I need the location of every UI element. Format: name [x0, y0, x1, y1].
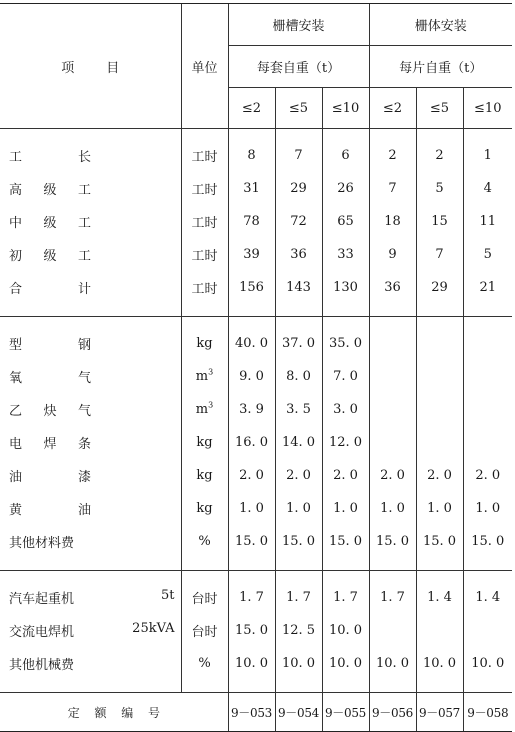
value-cell: 15. 0 — [228, 614, 275, 647]
value-cell: 36 — [275, 238, 322, 271]
section-gap — [0, 304, 512, 317]
machine-row — [0, 647, 512, 680]
value-cell: 1. 0 — [369, 492, 416, 525]
header-sub-per-set-weight: 每套自重（t） — [228, 46, 369, 88]
gap-cell — [463, 680, 512, 693]
section-gap — [0, 317, 512, 328]
material-row — [0, 360, 512, 393]
machine-name-box — [9, 654, 181, 673]
value-cell: 2. 0 — [228, 459, 275, 492]
value-cell — [369, 360, 416, 393]
value-cell: 7. 0 — [322, 360, 369, 393]
labor-row — [0, 238, 512, 271]
gap-cell — [463, 558, 512, 571]
gap-cell — [275, 571, 322, 582]
machine-name-box — [9, 621, 181, 640]
value-cell — [463, 327, 512, 360]
value-cell: 1 — [463, 139, 512, 172]
value-cell: 1. 7 — [228, 581, 275, 614]
value-cell: 10. 0 — [275, 647, 322, 680]
unit-text: 台时 — [191, 592, 218, 607]
quota-code-label — [0, 693, 228, 732]
gap-cell — [228, 558, 275, 571]
value-cell: 12. 0 — [322, 426, 369, 459]
value-cell: 31 — [228, 172, 275, 205]
gap-cell — [181, 317, 228, 328]
value-cell: 8. 0 — [275, 360, 322, 393]
value-cell: 36 — [369, 271, 416, 304]
labor-row — [0, 271, 512, 304]
row-name-text: 其他材料费 — [9, 536, 75, 551]
material-name — [0, 393, 181, 426]
machine-name: 汽车起重机 — [9, 592, 75, 607]
value-cell: 2 — [369, 139, 416, 172]
quota-code: 9－053 — [228, 693, 275, 732]
machine-spec: 25kVA — [132, 621, 175, 636]
labor-name — [0, 172, 181, 205]
quota-code: 9－055 — [322, 693, 369, 732]
header-group-trash-rack-body: 栅体安装 — [369, 4, 512, 46]
gap-cell — [416, 129, 463, 140]
value-cell: 2. 0 — [416, 459, 463, 492]
gap-cell — [275, 680, 322, 693]
unit-text: m — [195, 369, 209, 384]
value-cell: 156 — [228, 271, 275, 304]
value-cell: 1. 0 — [463, 492, 512, 525]
gap-cell — [181, 680, 228, 693]
value-cell: 15. 0 — [369, 525, 416, 558]
material-row — [0, 426, 512, 459]
row-name-text: 初级工 — [9, 249, 91, 264]
gap-cell — [0, 304, 181, 317]
row-name-text: 电焊条 — [9, 437, 91, 452]
labor-unit — [181, 172, 228, 205]
gap-cell — [322, 304, 369, 317]
value-cell: 78 — [228, 205, 275, 238]
unit-superscript: 3 — [208, 367, 214, 377]
gap-cell — [369, 304, 416, 317]
gap-cell — [181, 558, 228, 571]
value-cell: 72 — [275, 205, 322, 238]
row-name-text: 中级工 — [9, 216, 91, 231]
quota-code-label-text: 定额编号 — [67, 705, 160, 720]
value-cell: 10. 0 — [322, 647, 369, 680]
gap-cell — [228, 680, 275, 693]
value-cell: 15 — [416, 205, 463, 238]
value-cell: 4 — [463, 172, 512, 205]
value-cell: 8 — [228, 139, 275, 172]
gap-cell — [181, 304, 228, 317]
value-cell: 16. 0 — [228, 426, 275, 459]
material-name — [0, 492, 181, 525]
value-cell: 40. 0 — [228, 327, 275, 360]
value-cell: 15. 0 — [463, 525, 512, 558]
gap-cell — [463, 129, 512, 140]
unit-text: kg — [196, 468, 213, 483]
unit-text: kg — [196, 435, 213, 450]
gap-cell — [228, 129, 275, 140]
value-cell: 143 — [275, 271, 322, 304]
labor-unit — [181, 139, 228, 172]
row-name-text: 工长 — [9, 150, 91, 165]
value-cell: 130 — [322, 271, 369, 304]
gap-cell — [0, 558, 181, 571]
value-cell — [416, 360, 463, 393]
quota-code: 9－054 — [275, 693, 322, 732]
material-unit — [181, 393, 228, 426]
quota-code: 9－057 — [416, 693, 463, 732]
material-unit — [181, 492, 228, 525]
gap-cell — [369, 558, 416, 571]
labor-row — [0, 172, 512, 205]
header-sub-per-piece-weight: 每片自重（t） — [369, 46, 512, 88]
value-cell: 3. 0 — [322, 393, 369, 426]
material-name — [0, 525, 181, 558]
gap-cell — [0, 129, 181, 140]
gap-cell — [275, 317, 322, 328]
machine-unit — [181, 647, 228, 680]
row-name-text: 型钢 — [9, 338, 91, 353]
quota-code-row — [0, 693, 512, 732]
quota-table — [0, 3, 512, 732]
material-unit — [181, 327, 228, 360]
gap-cell — [416, 304, 463, 317]
machine-name — [0, 581, 181, 614]
gap-cell — [275, 304, 322, 317]
value-cell: 2. 0 — [463, 459, 512, 492]
header-row-groups — [0, 4, 512, 46]
value-cell: 2 — [416, 139, 463, 172]
gap-cell — [181, 129, 228, 140]
gap-cell — [416, 571, 463, 582]
unit-text: 工时 — [191, 282, 218, 297]
value-cell — [463, 393, 512, 426]
material-name — [0, 327, 181, 360]
row-name-text: 氧气 — [9, 371, 91, 386]
value-cell: 10. 0 — [416, 647, 463, 680]
value-cell — [463, 360, 512, 393]
section-gap — [0, 571, 512, 582]
value-cell: 29 — [416, 271, 463, 304]
value-cell: 15. 0 — [322, 525, 369, 558]
gap-cell — [322, 680, 369, 693]
value-cell: 2. 0 — [369, 459, 416, 492]
value-cell: 3. 9 — [228, 393, 275, 426]
value-cell: 29 — [275, 172, 322, 205]
unit-text: m — [195, 402, 209, 417]
value-cell: 1. 0 — [275, 492, 322, 525]
material-row — [0, 492, 512, 525]
gap-cell — [228, 317, 275, 328]
value-cell: 1. 4 — [416, 581, 463, 614]
value-cell: 15. 0 — [275, 525, 322, 558]
value-cell: 11 — [463, 205, 512, 238]
value-cell: 26 — [322, 172, 369, 205]
labor-unit — [181, 271, 228, 304]
unit-text: % — [198, 534, 211, 549]
material-unit — [181, 525, 228, 558]
value-cell: 2. 0 — [275, 459, 322, 492]
material-row — [0, 525, 512, 558]
value-cell — [463, 614, 512, 647]
value-cell: 10. 0 — [463, 647, 512, 680]
header-col: ≤2 — [228, 88, 275, 129]
value-cell: 6 — [322, 139, 369, 172]
material-name — [0, 360, 181, 393]
gap-cell — [416, 317, 463, 328]
header-group-trash-rack-slot: 栅槽安装 — [228, 4, 369, 46]
gap-cell — [322, 129, 369, 140]
value-cell: 14. 0 — [275, 426, 322, 459]
machine-spec: 5t — [161, 588, 175, 603]
machine-name: 其他机械费 — [9, 658, 75, 673]
machine-unit — [181, 581, 228, 614]
row-name-text: 合计 — [9, 282, 91, 297]
value-cell: 18 — [369, 205, 416, 238]
gap-cell — [181, 571, 228, 582]
material-name — [0, 426, 181, 459]
value-cell: 5 — [416, 172, 463, 205]
gap-cell — [0, 680, 181, 693]
material-unit — [181, 459, 228, 492]
header-col: ≤5 — [416, 88, 463, 129]
gap-cell — [463, 571, 512, 582]
section-gap — [0, 129, 512, 140]
machine-unit — [181, 614, 228, 647]
gap-cell — [416, 680, 463, 693]
row-name-text: 乙炔气 — [9, 404, 91, 419]
value-cell: 21 — [463, 271, 512, 304]
section-gap — [0, 558, 512, 571]
machine-name-box — [9, 588, 181, 607]
labor-unit — [181, 205, 228, 238]
value-cell: 65 — [322, 205, 369, 238]
header-col: ≤5 — [275, 88, 322, 129]
gap-cell — [322, 571, 369, 582]
value-cell: 37. 0 — [275, 327, 322, 360]
value-cell: 2. 0 — [322, 459, 369, 492]
header-item: 项目 — [0, 4, 181, 129]
material-row — [0, 393, 512, 426]
value-cell — [416, 614, 463, 647]
material-row — [0, 459, 512, 492]
gap-cell — [275, 558, 322, 571]
gap-cell — [275, 129, 322, 140]
unit-text: 工时 — [191, 183, 218, 198]
value-cell: 39 — [228, 238, 275, 271]
value-cell: 15. 0 — [228, 525, 275, 558]
section-gap — [0, 680, 512, 693]
value-cell: 1. 4 — [463, 581, 512, 614]
value-cell — [416, 393, 463, 426]
gap-cell — [369, 317, 416, 328]
header-col: ≤10 — [322, 88, 369, 129]
unit-text: kg — [196, 336, 213, 351]
value-cell: 5 — [463, 238, 512, 271]
labor-row — [0, 205, 512, 238]
value-cell — [369, 426, 416, 459]
value-cell: 7 — [416, 238, 463, 271]
labor-name — [0, 205, 181, 238]
gap-cell — [228, 571, 275, 582]
material-name — [0, 459, 181, 492]
value-cell: 1. 7 — [369, 581, 416, 614]
gap-cell — [416, 558, 463, 571]
value-cell: 33 — [322, 238, 369, 271]
quota-code: 9－058 — [463, 693, 512, 732]
value-cell: 3. 5 — [275, 393, 322, 426]
header-col: ≤10 — [463, 88, 512, 129]
unit-text: 台时 — [191, 625, 218, 640]
header-unit: 单位 — [181, 4, 228, 129]
unit-text: % — [198, 656, 211, 671]
machine-row — [0, 581, 512, 614]
value-cell — [416, 426, 463, 459]
machine-name: 交流电焊机 — [9, 625, 75, 640]
gap-cell — [369, 680, 416, 693]
value-cell — [463, 426, 512, 459]
unit-text: 工时 — [191, 249, 218, 264]
value-cell — [369, 614, 416, 647]
value-cell: 1. 0 — [228, 492, 275, 525]
value-cell: 15. 0 — [416, 525, 463, 558]
value-cell: 9 — [369, 238, 416, 271]
value-cell: 10. 0 — [322, 614, 369, 647]
value-cell: 7 — [369, 172, 416, 205]
machine-row — [0, 614, 512, 647]
value-cell: 35. 0 — [322, 327, 369, 360]
labor-name — [0, 271, 181, 304]
gap-cell — [463, 304, 512, 317]
unit-text: 工时 — [191, 216, 218, 231]
unit-text: 工时 — [191, 150, 218, 165]
labor-row — [0, 139, 512, 172]
labor-name — [0, 139, 181, 172]
value-cell: 10. 0 — [369, 647, 416, 680]
material-unit — [181, 426, 228, 459]
value-cell: 12. 5 — [275, 614, 322, 647]
value-cell: 1. 0 — [322, 492, 369, 525]
labor-name — [0, 238, 181, 271]
gap-cell — [369, 129, 416, 140]
gap-cell — [0, 317, 181, 328]
value-cell: 7 — [275, 139, 322, 172]
value-cell — [416, 327, 463, 360]
value-cell: 10. 0 — [228, 647, 275, 680]
value-cell — [369, 393, 416, 426]
unit-superscript: 3 — [208, 400, 214, 410]
value-cell: 1. 7 — [275, 581, 322, 614]
labor-unit — [181, 238, 228, 271]
gap-cell — [369, 571, 416, 582]
unit-text: kg — [196, 501, 213, 516]
header-col: ≤2 — [369, 88, 416, 129]
machine-name — [0, 614, 181, 647]
value-cell — [369, 327, 416, 360]
material-row — [0, 327, 512, 360]
material-unit — [181, 360, 228, 393]
gap-cell — [322, 558, 369, 571]
value-cell: 9. 0 — [228, 360, 275, 393]
gap-cell — [228, 304, 275, 317]
quota-code: 9－056 — [369, 693, 416, 732]
row-name-text: 黄油 — [9, 503, 91, 518]
row-name-text: 油漆 — [9, 470, 91, 485]
machine-name — [0, 647, 181, 680]
gap-cell — [0, 571, 181, 582]
gap-cell — [322, 317, 369, 328]
value-cell: 1. 0 — [416, 492, 463, 525]
row-name-text: 高级工 — [9, 183, 91, 198]
value-cell: 1. 7 — [322, 581, 369, 614]
gap-cell — [463, 317, 512, 328]
